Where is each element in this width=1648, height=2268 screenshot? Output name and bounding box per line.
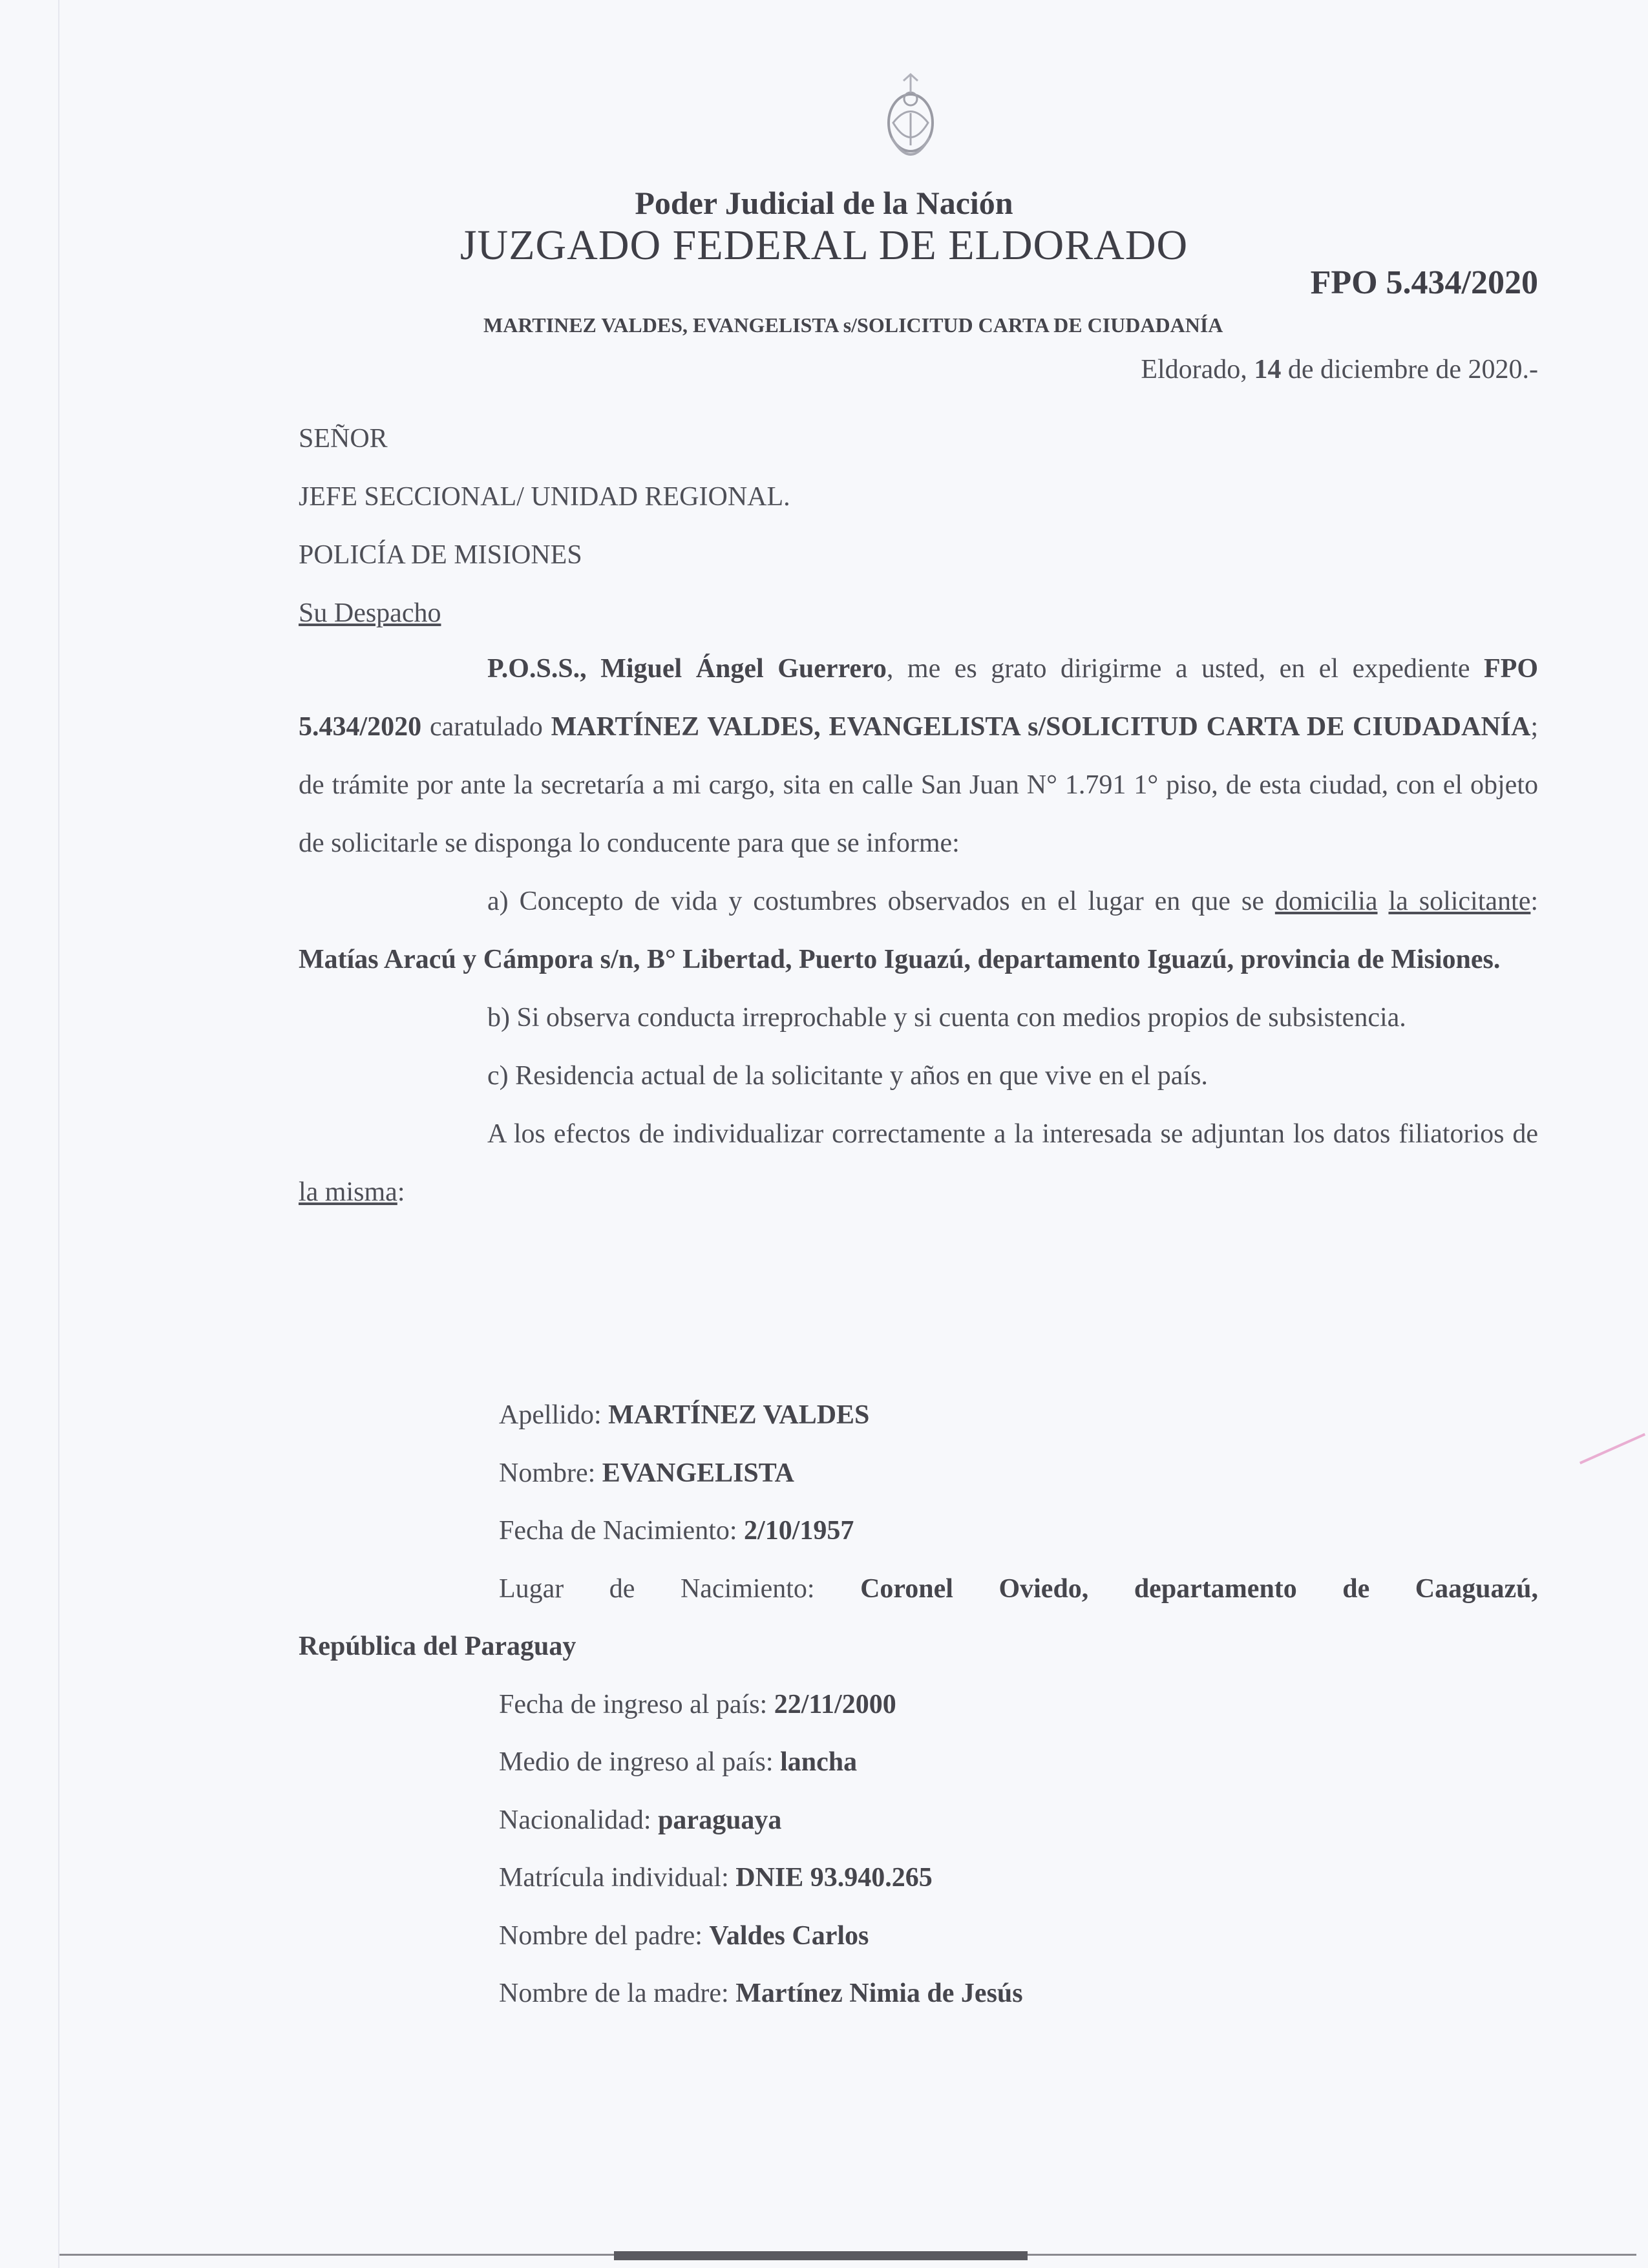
letter-body [299, 640, 1538, 1221]
nombre-row: Nombre: EVANGELISTA [499, 1458, 795, 1488]
court-name: JUZGADO FEDERAL DE ELDORADO [460, 222, 1188, 269]
id-number-row: Matrícula individual: DNIE 93.940.265 [499, 1863, 933, 1893]
mother-row: Nombre de la madre: Martínez Nimia de Jesús [499, 1979, 1023, 2008]
letter-date: Eldorado, 14 de diciembre de 2020.- [1141, 355, 1538, 384]
addressee-position: JEFE SECCIONAL/ UNIDAD REGIONAL. [299, 482, 790, 512]
intro-paragraph: P.O.S.S., Miguel Ángel Guerrero, me es grato dirigirme a usted, en el expediente FPO 5.434/2020 caratulado MARTÍNEZ VALDES, EVANGELISTA s/SOLICITUD CARTA DE CIUDADANÍA; de trámite por ante la secretaría a mi cargo, sita en calle San Juan N° 1.791 1° piso, de esta ciudad, con el objeto de solicitarle se disponga lo conducente para que se informe: [299, 654, 1539, 858]
pen-mark [1579, 1433, 1645, 1464]
coat-of-arms-seal [884, 61, 937, 174]
bottom-tab [614, 2251, 1028, 2260]
addressee-salutation: SEÑOR [299, 424, 388, 454]
birthplace-row: Lugar de Nacimiento: Coronel Oviedo, departamento de Caaguazú, [499, 1573, 1539, 1604]
birthplace-row-cont: República del Paraguay [299, 1632, 576, 1661]
scan-edge [58, 0, 59, 2268]
attachment-paragraph: A los efectos de individualizar correctamente a la interesada se adjuntan los datos filiatorios de la misma: [299, 1119, 1538, 1207]
personal-data-list [299, 1387, 1539, 2023]
apellido-row: Apellido: MARTÍNEZ VALDES [499, 1400, 870, 1430]
father-row: Nombre del padre: Valdes Carlos [499, 1920, 869, 1951]
addressee-institution: POLICÍA DE MISIONES [299, 540, 582, 570]
item-b-paragraph: b) Si observa conducta irreprochable y si cuenta con medios propios de subsistencia. [487, 1003, 1406, 1033]
item-c-paragraph: c) Residencia actual de la solicitante y años en que vive en el país. [487, 1061, 1208, 1091]
case-title: MARTINEZ VALDES, EVANGELISTA s/SOLICITUD CARTA DE CIUDADANÍA [483, 313, 1223, 337]
birthdate-row: Fecha de Nacimiento: 2/10/1957 [499, 1516, 854, 1546]
court-header: Poder Judicial de la Nación [635, 185, 1013, 221]
case-number: FPO 5.434/2020 [1310, 264, 1538, 301]
nationality-row: Nacionalidad: paraguaya [499, 1805, 782, 1835]
entry-means-row: Medio de ingreso al país: lancha [499, 1747, 858, 1777]
entry-date-row: Fecha de ingreso al país: 22/11/2000 [499, 1689, 896, 1719]
addressee-office: Su Despacho [299, 598, 441, 628]
item-a-paragraph: a) Concepto de vida y costumbres observados en el lugar en que se domicilia la solicitante: Matías Aracú y Cámpora s/n, B° Libertad, Puerto Iguazú, departamento Iguazú, provincia de Misiones. [299, 887, 1539, 974]
